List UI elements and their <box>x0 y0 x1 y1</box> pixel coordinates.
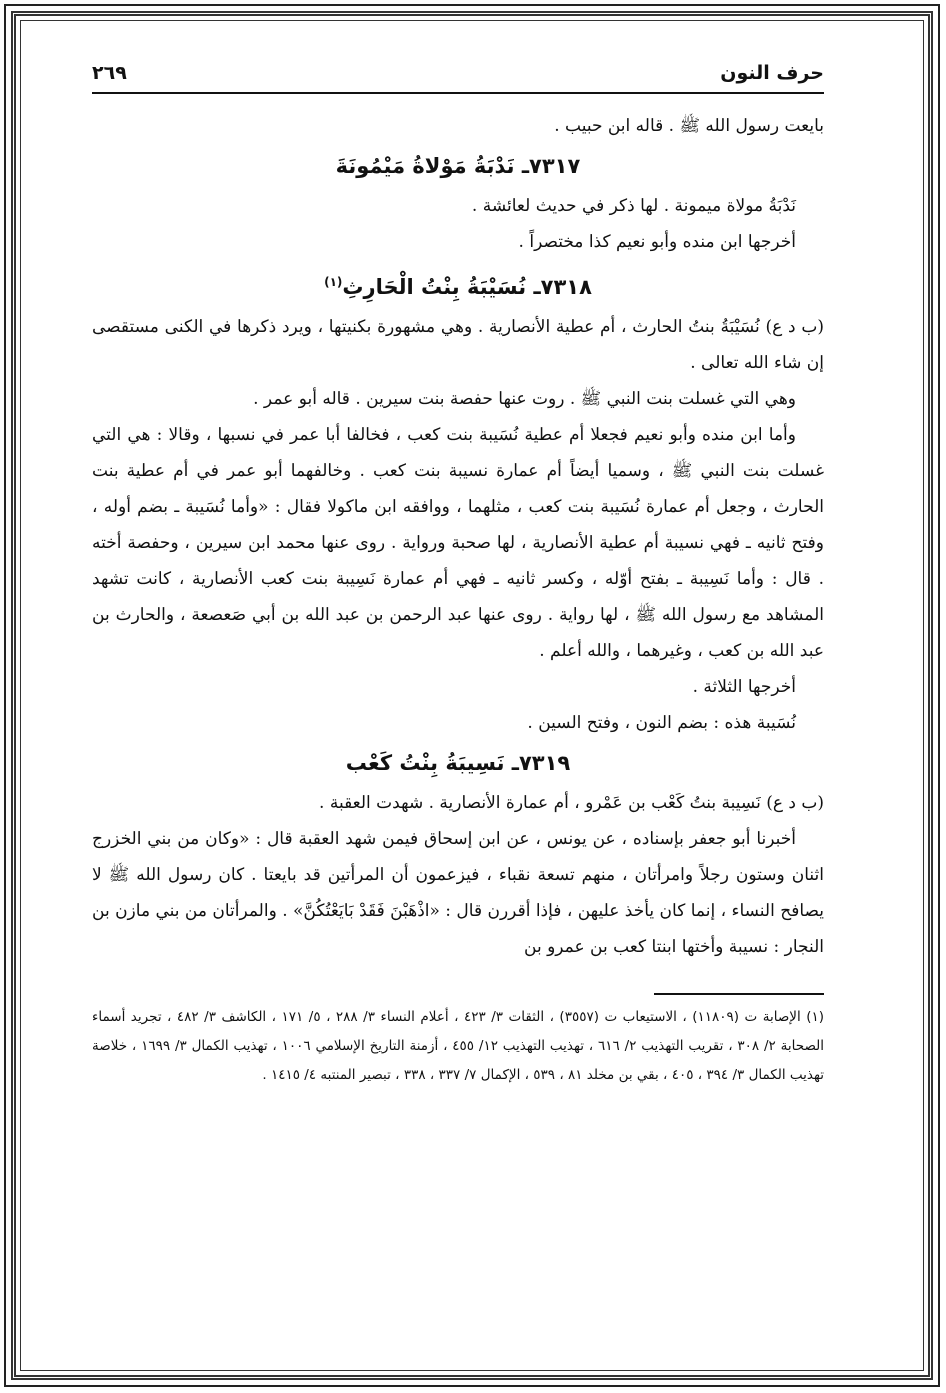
paragraph <box>92 785 824 821</box>
paragraph <box>92 224 824 260</box>
paragraph-text: وأما ابن منده وأبو نعيم فجعلا أم عطية نُسَيبة بنت كعب ، فخالفا أبا عمر في نسبها ، وقالا : هي التي غسلت بنت النبي ﷺ ، وسميا أيضاً أم عمارة نسيبة بنت كعب . وخالفهما أبو عمر في أم عطية بنت الحارث ، وجعل أم عمارة نُسَيبة بنت كعب ، مثلهما ، ووافقه ابن ماكولا فقال : «وأما نُسَيبة ـ بضم أوله ، وفتح ثانيه ـ فهي نسيبة أم عطية الأنصارية ، لها صحبة ورواية . روى عنها محمد ابن سيرين ، وحفصة أخته . قال : وأما نَسِيبة ـ بفتح أوّله ، وكسر ثانيه ـ فهي أم عمارة نَسِيبة بنت كعب الأنصارية ، كانت تشهد المشاهد مع رسول الله ﷺ ، لها رواية . روى عنها عبد الرحمن بن عبد الله بن أبي صَعصعة ، والحارث بن عبد الله بن كعب ، وغيرهما ، والله أعلم . <box>92 425 824 661</box>
page-number: ٢٦٩ <box>92 62 127 84</box>
paragraph-text: أخرجها الثلاثة . <box>692 677 796 697</box>
main-text <box>92 108 824 965</box>
paragraph-text: (ب د ع) نَسِيبة بنتُ كَعْب بن عَمْرو ، أم عمارة الأنصارية . شهدت العقبة . <box>319 793 824 813</box>
paragraph <box>92 417 824 669</box>
entry-heading <box>92 741 824 785</box>
paragraph <box>92 309 824 381</box>
paragraph-text: بايعت رسول الله ﷺ . قاله ابن حبيب . <box>554 116 824 136</box>
page-header <box>92 58 824 94</box>
book-page <box>92 58 824 1328</box>
paragraph-text: أخرجها ابن منده وأبو نعيم كذا مختصراً . <box>518 232 796 252</box>
footnote: (١) الإصابة ت (١١٨٠٩) ، الاستيعاب ت (٣٥٥٧) ، الثقات ٣/ ٤٢٣ ، أعلام النساء ٣/ ٢٨٨ ، ٥/ ١٧١ ، الكاشف ٣/ ٤٨٢ ، تجريد أسماء الصحابة ٢/ ٣٠٨ ، تقريب التهذيب ٢/ ٦١٦ ، تهذيب التهذيب ١٢/ ٤٥٥ ، أزمنة التاريخ الإسلامي ١٠٠٦ ، تهذيب الكمال ٣/ ١٦٩٩ ، خلاصة تهذيب الكمال ٣/ ٣٩٤ ، ٤٠٥ ، بقي بن مخلد ٨١ ، ٥٣٩ ، الإكمال ٧/ ٣٣٧ ، ٣٣٨ ، تبصير المنتبه ٤/ ١٤١٥ . <box>92 1009 825 1083</box>
paragraph-text: نُسَيبة هذه : بضم النون ، وفتح السين . <box>527 713 796 733</box>
footnote-reference[interactable]: (١) <box>324 275 343 289</box>
entry-heading <box>92 260 824 309</box>
entry-heading <box>92 144 824 188</box>
entry-title: ٧٣١٩ـ نَسِيبَةُ بِنْتُ كَعْب <box>345 751 571 775</box>
paragraph-text: نَدْبَةُ مولاة ميمونة . لها ذكر في حديث لعائشة . <box>471 196 796 216</box>
paragraph <box>92 381 824 417</box>
paragraph <box>92 705 824 741</box>
paragraph <box>92 188 824 224</box>
paragraph-text: وهي التي غسلت بنت النبي ﷺ . روت عنها حفصة بنت سيرين . قاله أبو عمر . <box>253 389 796 409</box>
footnote-divider <box>654 993 824 995</box>
entry-title: ٧٣١٧ـ نَدْبَةُ مَوْلاةُ مَيْمُونَةَ <box>335 154 581 178</box>
paragraph <box>92 669 824 705</box>
entry-title: ٧٣١٨ـ نُسَيْبَةُ بِنْتُ الْحَارِثِ <box>342 275 592 299</box>
paragraph-text: (ب د ع) نُسَيْبَةُ بنتُ الحارث ، أم عطية الأنصارية . وهي مشهورة بكنيتها ، ويرد ذكرها في الكنى مستقصى إن شاء الله تعالى . <box>92 317 824 373</box>
paragraph-text: أخبرنا أبو جعفر بإسناده ، عن يونس ، عن ابن إسحاق فيمن شهد العقبة قال : «وكان من بني الخزرج اثنان وستون رجلاً وامرأتان ، منهم تسعة نقباء ، فيزعمون أن المرأتين قد بايعتا . كان رسول الله ﷺ لا يصافح النساء ، إنما كان يأخذ عليهن ، فإذا أقررن قال : «اذْهَبْنَ فَقَدْ بَايَعْتُكُنَّ» . والمرأتان من بني مازن بن النجار : نسيبة وأختها ابنتا كعب بن عمرو بن <box>92 829 824 957</box>
paragraph <box>92 108 824 144</box>
paragraph <box>92 821 824 965</box>
running-title: حرف النون <box>720 62 824 84</box>
